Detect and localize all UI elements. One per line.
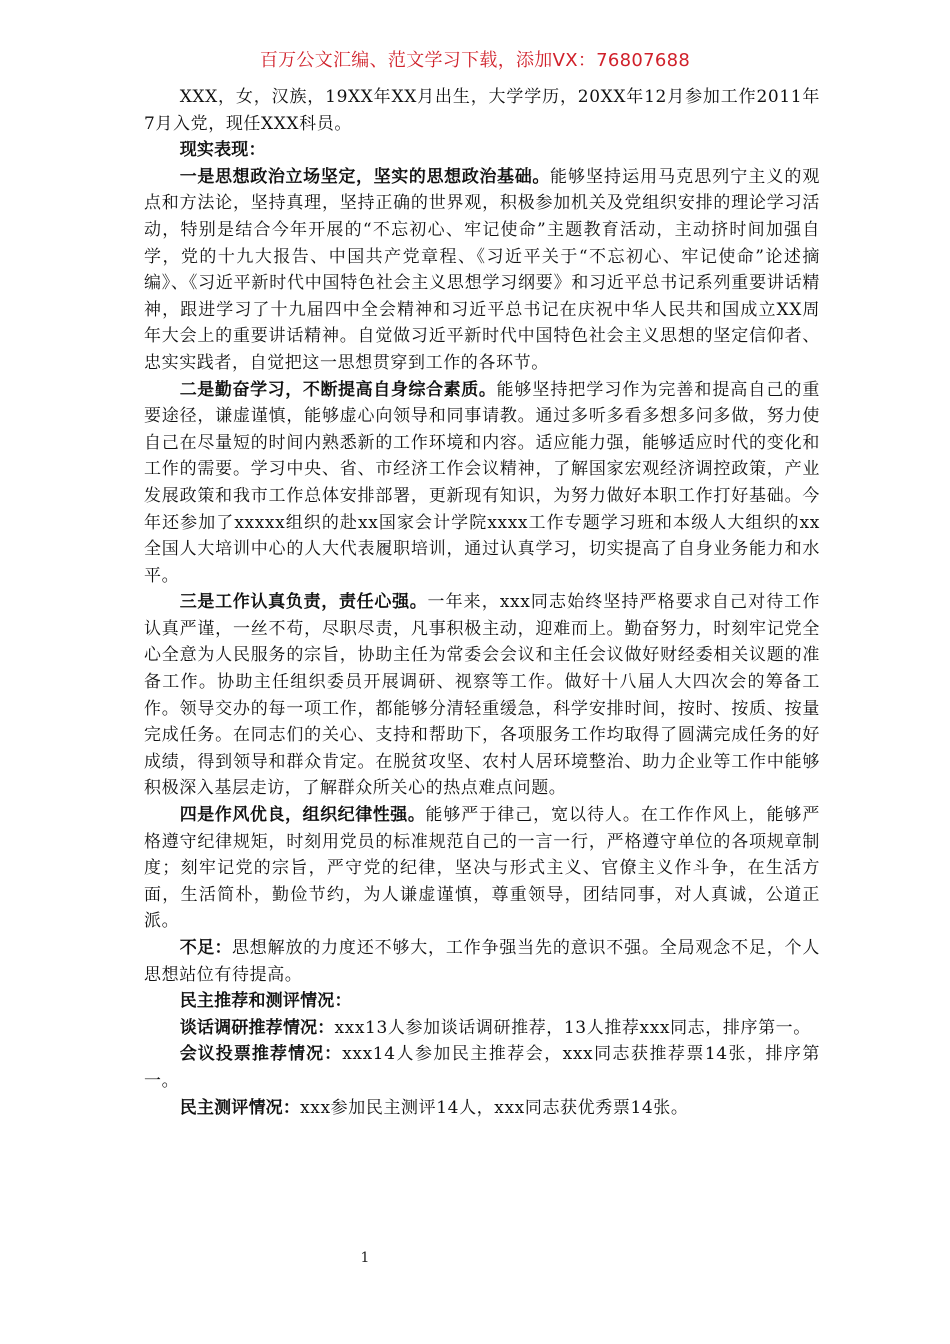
paragraph-diligent-study: 二是勤奋学习，不断提高自身综合素质。能够坚持把学习作为完善和提高自己的重要途径，谦虚谨慎，能够虚心向领导和同事请教。通过多听多看多想多问多做，努力使自己在尽量短的时间内熟悉新的工作环境和内容。适应能力强，能够适应时代的变化和工作的需要。学习中央、省、市经济工作会议精神，了解国家宏观经济调控政策，产业发展政策和我市工作总体安排部署，更新现有知识，为努力做好本职工作打好基础。今年还参加了xxxxx组织的赴xx国家会计学院xxxx工作专题学习班和本级人大组织的xx全国人大培训中心的人大代表履职培训，通过认真学习，切实提高了自身业务能力和水平。 (144, 379, 820, 586)
document-body (144, 84, 820, 1121)
section-heading-recommendation: 民主推荐和测评情况： (179, 991, 352, 1012)
header-watermark: 百万公文汇编、范文学习下载，添加VX：76807688 (259, 50, 691, 71)
paragraph-democratic-evaluation: 民主测评情况：xxx参加民主测评14人，xxx同志获优秀票14张。 (179, 1097, 689, 1118)
paragraph-responsibility: 三是工作认真负责，责任心强。一年来，xxx同志始终坚持严格要求自己对待工作认真严谨，一丝不苟，尽职尽责，凡事积极主动，迎难而上。勤奋努力，时刻牢记党全心全意为人民服务的宗旨，协助主任为常委会会议和主任会议做好财经委相关议题的准备工作。协助主任组织委员开展调研、视察等工作。做好十八届人大四次会的筹备工作。领导交办的每一项工作，都能够分清轻重缓急，科学安排时间，按时、按质、按量完成任务。在同志们的关心、支持和帮助下，各项服务工作均取得了圆满完成任务的好成绩，得到领导和群众肯定。在脱贫攻坚、农村人居环境整治、助力企业等工作中能够积极深入基层走访，了解群众所关心的热点难点问题。 (144, 592, 820, 799)
paragraph-work-style: 四是作风优良，组织纪律性强。能够严于律己，宽以待人。在工作作风上，能够严格遵守纪律规矩，时刻用党员的标准规范自己的一言一行，严格遵守单位的各项规章制度；刻牢记党的宗旨，严守党的纪律，坚决与形式主义、官僚主义作斗争，在生活方面，生活简朴，勤俭节约，为人谦虚谨慎，尊重领导，团结同事，对人真诚，公道正派。 (144, 805, 820, 932)
paragraph-shortcomings: 不足：思想解放的力度还不够大，工作争强当先的意识不强。全局观念不足，个人思想站位有待提高。 (144, 938, 820, 985)
page-number: 1 (360, 1250, 370, 1266)
section-heading-performance: 现实表现： (179, 140, 266, 161)
intro-paragraph: XXX，女，汉族，19XX年XX月出生，大学学历，20XX年12月参加工作2011年7月入党，现任XXX科员。 (144, 87, 820, 134)
paragraph-political-stance: 一是思想政治立场坚定，坚实的思想政治基础。能够坚持运用马克思列宁主义的观点和方法论，坚持真理，坚持正确的世界观，积极参加机关及党组织安排的理论学习活动，特别是结合今年开展的“不忘初心、牢记使命”主题教育活动，主动挤时间加强自学，党的十九大报告、中国共产党章程、《习近平关于“不忘初心、牢记使命”论述摘编》、《习近平新时代中国特色社会主义思想学习纲要》和习近平总书记系列重要讲话精神，跟进学习了十九届四中全会精神和习近平总书记在庆祝中华人民共和国成立XX周年大会上的重要讲话精神。自觉做习近平新时代中国特色社会主义思想的坚定信仰者、忠实实践者，自觉把这一思想贯穿到工作的各环节。 (144, 166, 820, 373)
paragraph-interview-recommendation: 谈话调研推荐情况：xxx13人参加谈话调研推荐，13人推荐xxx同志，排序第一。 (179, 1017, 811, 1038)
paragraph-meeting-vote: 会议投票推荐情况：xxx14人参加民主推荐会，xxx同志获推荐票14张，排序第一。 (144, 1044, 820, 1091)
